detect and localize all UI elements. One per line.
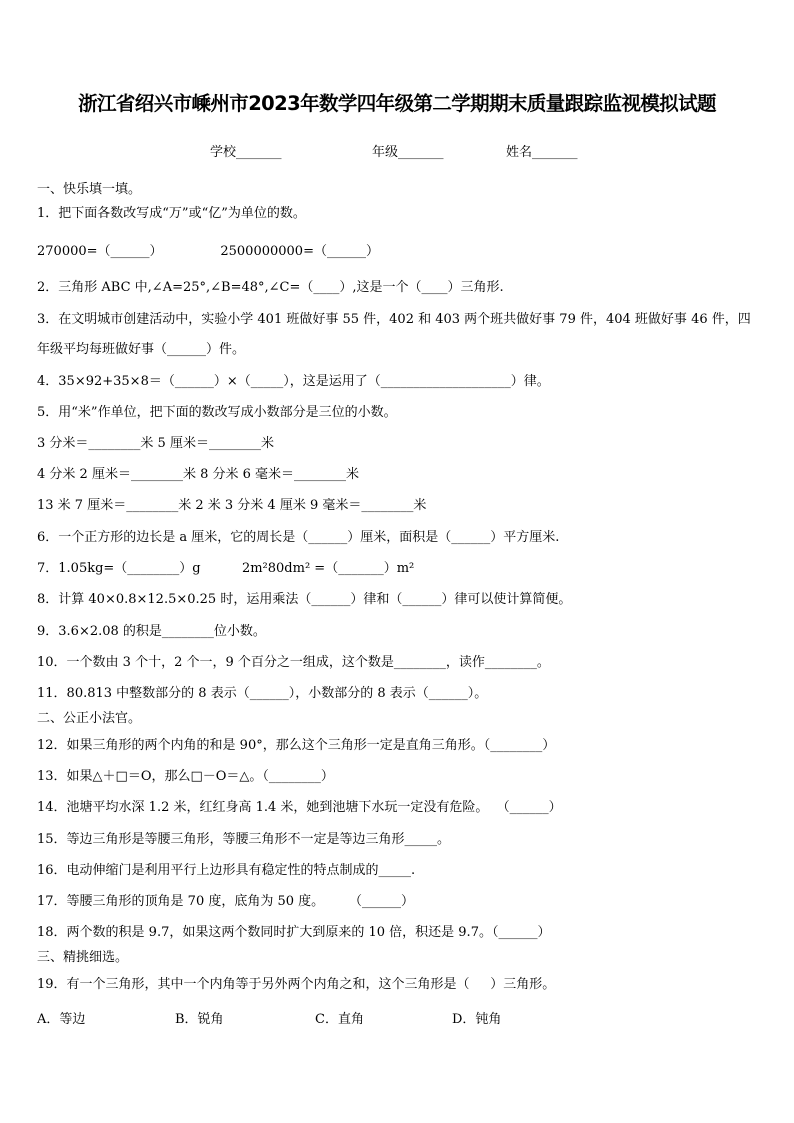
question-line: 16．电动伸缩门是利用平行上边形具有稳定性的特点制成的_____.	[37, 863, 416, 878]
document-title: 浙江省绍兴市嵊州市2023年数学四年级第二学期期末质量跟踪监视模拟试题	[78, 92, 716, 115]
question-line: 15．等边三角形是等腰三角形，等腰三角形不一定是等边三角形_____。	[37, 832, 451, 847]
question-line: 17．等腰三角形的顶角是 70 度，底角为 50 度。 （______）	[37, 894, 414, 909]
question-line: 7．1.05kg=（________）g 2m²80dm² =（_______）m²	[37, 561, 415, 576]
question-line: 13 米 7 厘米＝________米 2 米 3 分米 4 厘米 9 毫米＝________米	[37, 498, 427, 513]
question-line: 9．3.6×2.08 的积是________位小数。	[37, 624, 266, 639]
school-field: 学校_______	[210, 145, 282, 160]
option-c: C．直角	[315, 1012, 364, 1027]
section-heading: 一、快乐填一填。	[37, 182, 142, 197]
option-b: B．锐角	[175, 1012, 224, 1027]
question-line: 18．两个数的积是 9.7，如果这两个数同时扩大到原来的 10 倍，积还是 9.7。（______）	[37, 925, 551, 940]
option-d: D．钝角	[452, 1012, 502, 1027]
section-heading: 三、精挑细选。	[37, 950, 129, 965]
question-line: 4 分米 2 厘米＝________米 8 分米 6 毫米＝________米	[37, 467, 360, 482]
question-line: 1．把下面各数改写成“万”或“亿”为单位的数。	[37, 206, 306, 221]
question-line: 270000=（______） 2500000000=（______）	[37, 244, 379, 259]
option-a: A．等边	[37, 1012, 86, 1027]
question-line: 12．如果三角形的两个内角的和是 90°，那么这个三角形一定是直角三角形。（________）	[37, 738, 556, 753]
section-heading: 二、公正小法官。	[37, 711, 142, 726]
question-line: 年级平均每班做好事（______）件。	[37, 342, 246, 357]
question-line: 3 分米＝________米 5 厘米＝________米	[37, 436, 274, 451]
question-line: 2．三角形 ABC 中,∠A=25°,∠B=48°,∠C=（____）,这是一个（____）三角形.	[37, 280, 504, 295]
question-line: 10．一个数由 3 个十，2 个一，9 个百分之一组成，这个数是________，读作________。	[37, 655, 550, 670]
question-line: 4．35×92+35×8＝（______）×（_____），这是运用了（____________________）律。	[37, 374, 550, 389]
question-line: 8．计算 40×0.8×12.5×0.25 时，运用乘法（______）律和（______）律可以使计算简便。	[37, 592, 572, 607]
question-line: 5．用“米”作单位，把下面的数改写成小数部分是三位的小数。	[37, 405, 397, 420]
question-line: 6．一个正方形的边长是 a 厘米，它的周长是（______）厘米，面积是（______）平方厘米.	[37, 530, 560, 545]
question-line: 3．在文明城市创建活动中，实验小学 401 班做好事 55 件，402 和 403 两个班共做好事 79 件，404 班做好事 46 件，四	[37, 312, 751, 327]
question-line: 19．有一个三角形，其中一个内角等于另外两个内角之和，这个三角形是（ ）三角形。	[37, 977, 556, 992]
name-field: 姓名_______	[506, 145, 578, 160]
question-line: 11．80.813 中整数部分的 8 表示（______），小数部分的 8 表示（______）。	[37, 686, 488, 701]
question-line: 13．如果△＋□＝O，那么□－O＝△。（________）	[37, 769, 334, 784]
question-line: 14．池塘平均水深 1.2 米，红红身高 1.4 米，她到池塘下水玩一定没有危险。 （______）	[37, 800, 562, 815]
grade-field: 年级_______	[372, 145, 444, 160]
